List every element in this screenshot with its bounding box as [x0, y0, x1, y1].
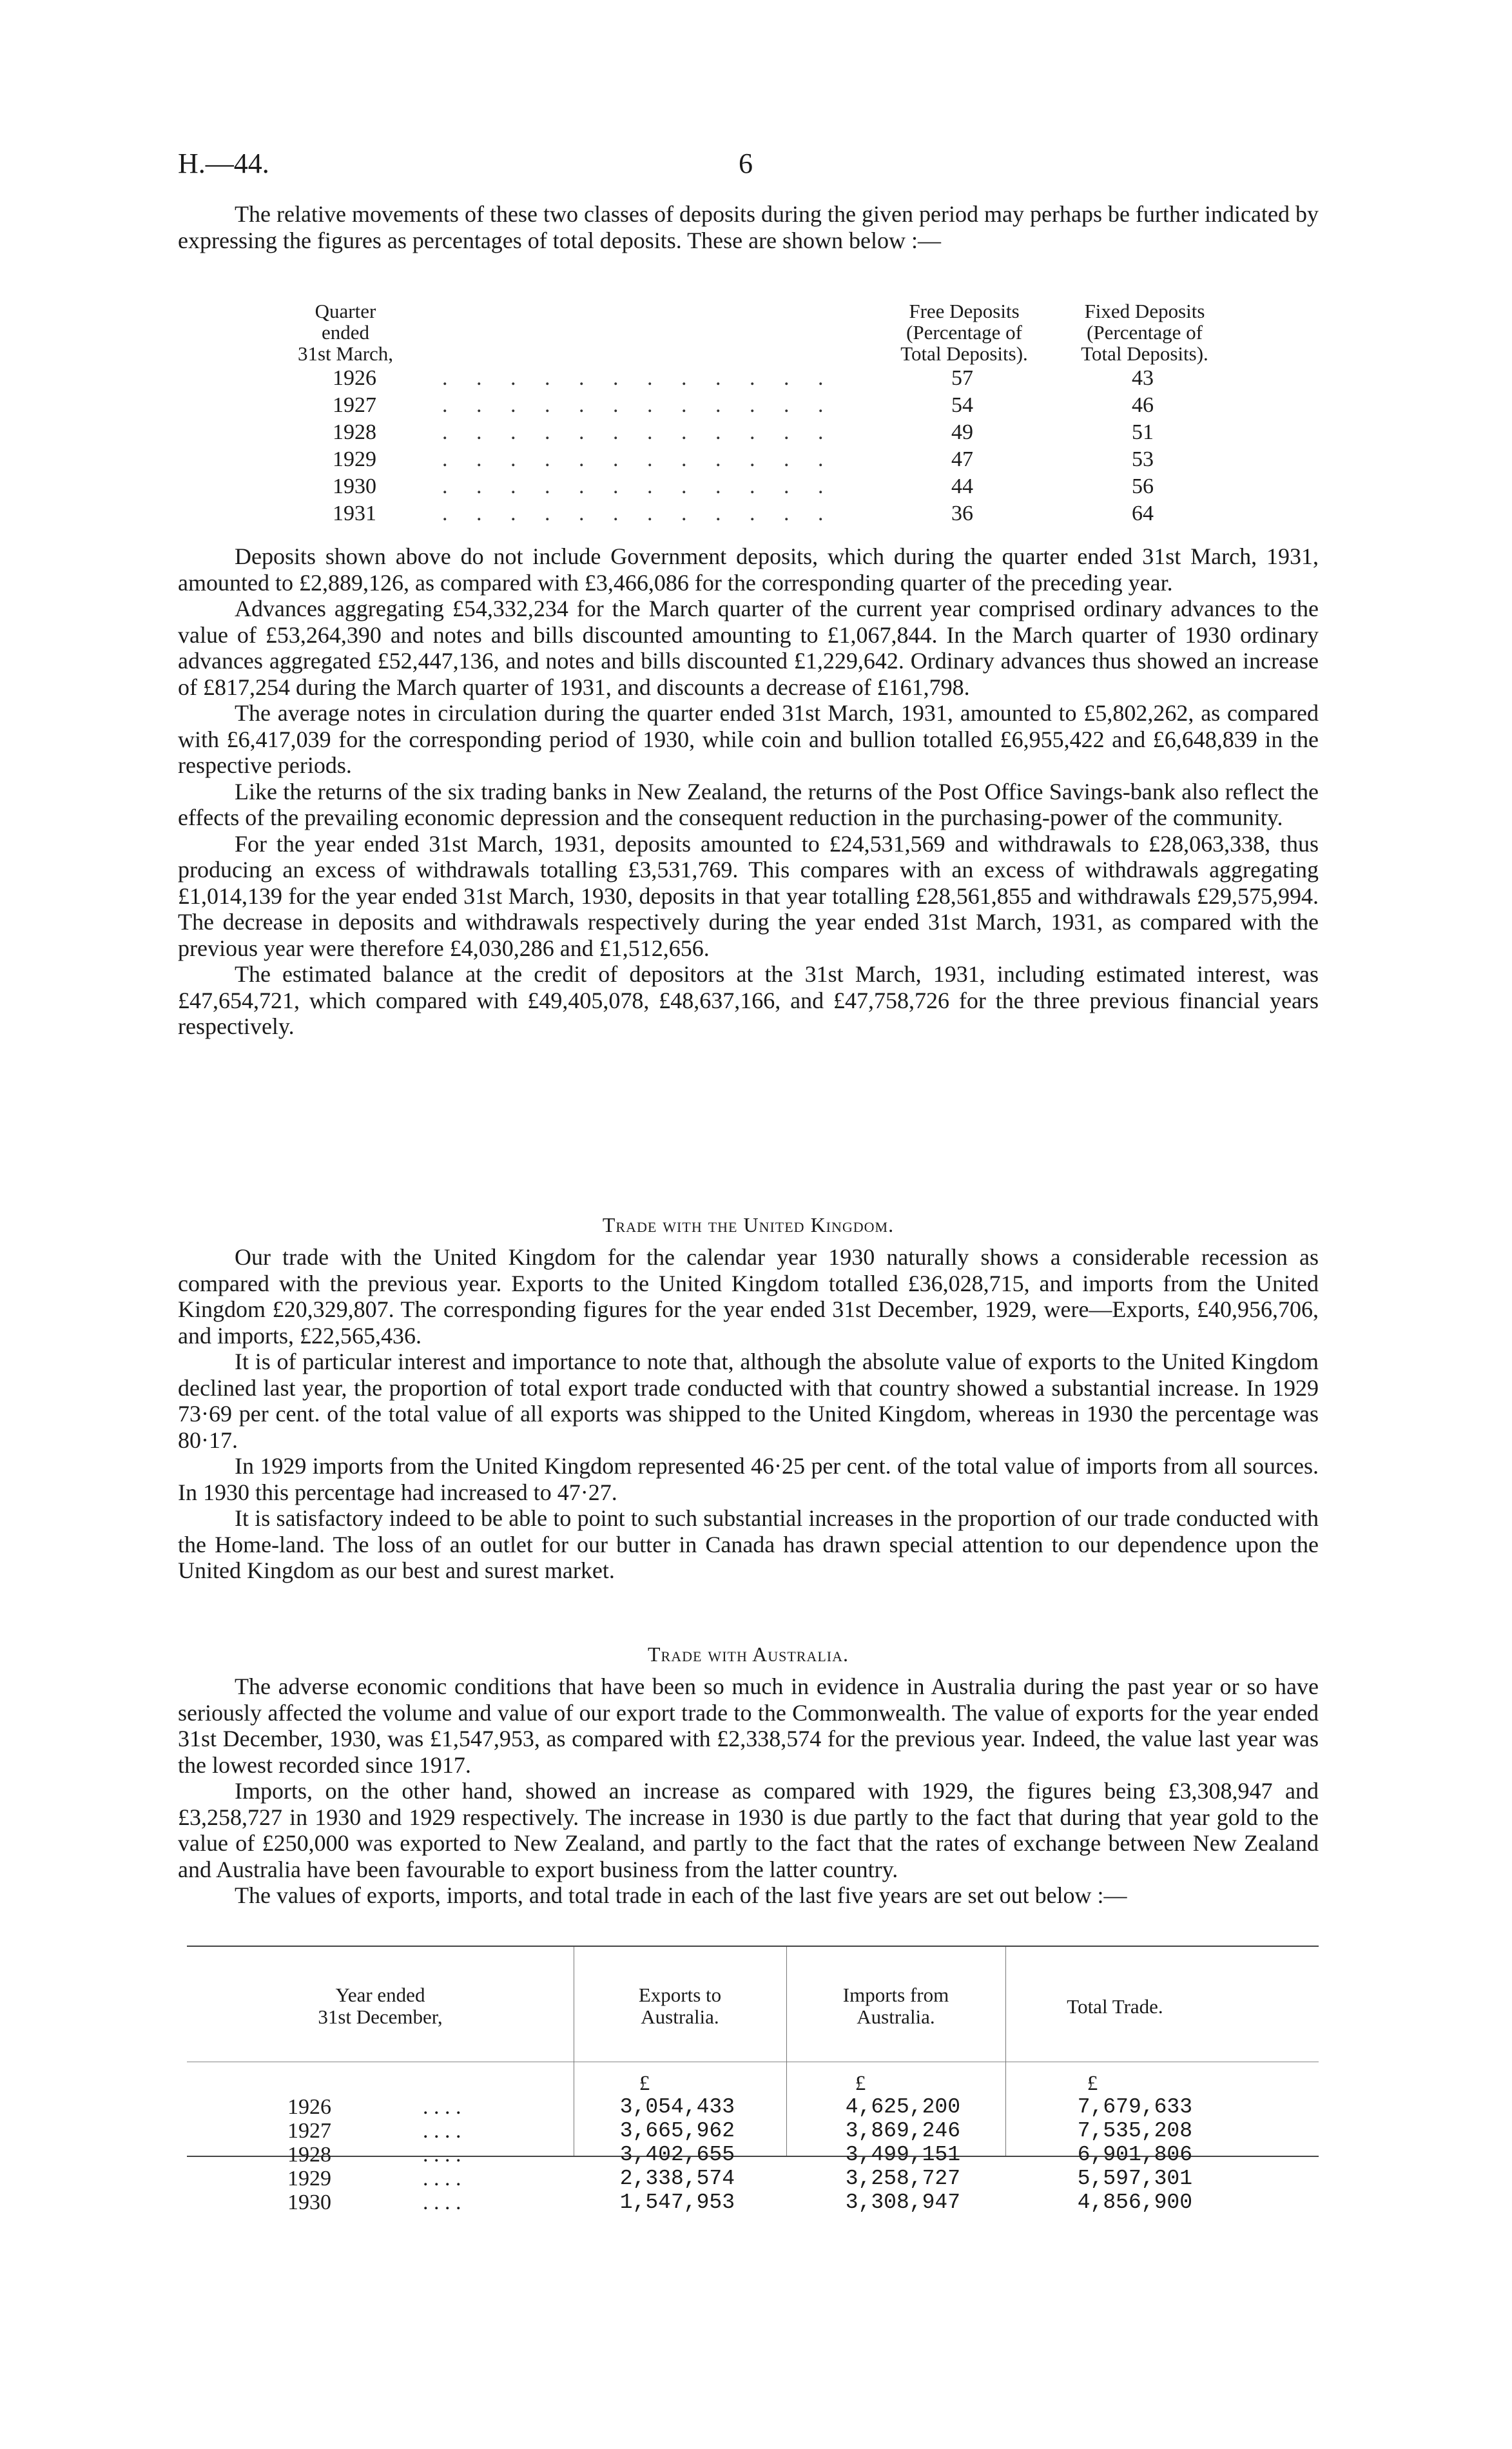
- currency-symbol: £: [639, 2072, 650, 2095]
- header-year: [264, 1984, 496, 2028]
- leader-dots: . . . .: [423, 2190, 461, 2214]
- row-exports: 3,402,655: [619, 2143, 735, 2167]
- row-fixed-pct: 43: [1132, 366, 1154, 390]
- col-free-header-line-2: (Percentage of: [906, 321, 1022, 344]
- row-exports: 2,338,574: [619, 2167, 735, 2190]
- table-row: [287, 502, 1319, 529]
- row-year: 1928: [287, 2143, 331, 2167]
- col-quarter-header: [287, 300, 403, 364]
- header-imports-line-1: Imports from: [842, 1984, 949, 2006]
- table-row: [287, 420, 1319, 447]
- section-heading-uk-text: Trade with the United Kingdom.: [602, 1213, 895, 1236]
- row-fixed-pct: 46: [1132, 393, 1154, 417]
- row-imports: 3,258,727: [845, 2167, 960, 2190]
- row-year: 1927: [333, 393, 376, 417]
- row-year: 1926: [287, 2095, 331, 2119]
- leader-dots: . . . .: [423, 2095, 461, 2119]
- col-fixed-header-line-3: Total Deposits).: [1081, 342, 1208, 365]
- table-top-rule: [187, 1946, 1319, 1947]
- australia-trade-section: [178, 1673, 1319, 1909]
- row-year: 1930: [333, 474, 376, 498]
- row-year: 1929: [287, 2167, 331, 2190]
- row-exports: 1,547,953: [619, 2190, 735, 2214]
- row-imports: 3,499,151: [845, 2143, 960, 2167]
- leader-dots: . . . .: [423, 2167, 461, 2190]
- page-number: 6: [739, 148, 753, 179]
- currency-symbol: £: [855, 2072, 866, 2095]
- header-imports: [799, 1984, 993, 2028]
- row-total: 4,856,900: [1077, 2190, 1192, 2214]
- row-year: 1928: [333, 420, 376, 444]
- header-exports: [586, 1984, 773, 2028]
- leader-dots: . . . .: [423, 2143, 461, 2167]
- intro-paragraph: The relative movements of these two classes of deposits during the given period may perhaps be further indicated by expressing the figures as percentages of total deposits. These are shown below :—: [178, 201, 1319, 253]
- header-year-line-1: Year ended: [335, 1984, 425, 2006]
- row-year: 1929: [333, 447, 376, 471]
- table-row: [287, 447, 1319, 474]
- row-imports: 4,625,200: [845, 2095, 960, 2119]
- section-heading-australia-text: Trade with Australia.: [648, 1643, 849, 1666]
- paragraph: The average notes in circulation during the quarter ended 31st March, 1931, amounted to £5,802,262, as compared with £6,417,039 for the corresponding period of 1930, while coin and bullion totalled £6,955,422 and £6,648,839 in the respective periods.: [178, 700, 1319, 778]
- leader-dots: . . . . . . . . . . . .: [442, 366, 835, 390]
- intro-block: [178, 201, 1319, 253]
- paragraph: Our trade with the United Kingdom for the calendar year 1930 naturally shows a considerable recession as compared with the previous year. Exports to the United Kingdom totalled £36,028,715, and imports from the United Kingdom £20,329,807. The corresponding figures for the year ended 31st December, 1929, were—Exports, £40,956,706, and imports, £22,565,436.: [178, 1244, 1319, 1349]
- paragraph: It is of particular interest and importance to note that, although the absolute value of exports to the United Kingdom declined last year, the proportion of total export trade conducted with that country showed a substantial increase. In 1929 73·69 per cent. of the total value of all exports was shipped to the United Kingdom, whereas in 1930 the percentage was 80·17.: [178, 1349, 1319, 1453]
- section-heading-uk: [178, 1213, 1319, 1237]
- row-total: 7,679,633: [1077, 2095, 1192, 2119]
- paragraph: In 1929 imports from the United Kingdom represented 46·25 per cent. of the total value of imports from all sources. In 1930 this percentage had increased to 47·27.: [178, 1453, 1319, 1505]
- col-free-header-line-3: Total Deposits).: [900, 342, 1028, 365]
- table-row: [287, 393, 1319, 420]
- col-fixed-header-line-1: Fixed Deposits: [1084, 300, 1205, 322]
- row-fixed-pct: 64: [1132, 502, 1154, 525]
- row-free-pct: 49: [951, 420, 973, 444]
- row-imports: 3,308,947: [845, 2190, 960, 2214]
- table-row: [287, 474, 1319, 502]
- row-year: 1926: [333, 366, 376, 390]
- section-heading-australia: [178, 1643, 1319, 1666]
- header-year-line-2: 31st December,: [318, 2005, 443, 2028]
- col-free-header-line-1: Free Deposits: [909, 300, 1020, 322]
- row-free-pct: 47: [951, 447, 973, 471]
- leader-dots: . . . . . . . . . . . .: [442, 502, 835, 525]
- row-year: 1930: [287, 2190, 331, 2214]
- paragraph: The values of exports, imports, and total trade in each of the last five years are set out below :—: [235, 1882, 1127, 1908]
- row-fixed-pct: 51: [1132, 420, 1154, 444]
- col-quarter-header-line-2: ended: [321, 321, 370, 344]
- row-total: 7,535,208: [1077, 2119, 1192, 2143]
- australia-trade-table: [187, 1946, 1319, 2214]
- row-free-pct: 44: [951, 474, 973, 498]
- savings-section: [178, 543, 1319, 1040]
- paragraph: The estimated balance at the credit of depositors at the 31st March, 1931, including estimated interest, was £47,654,721, which compared with £49,405,078, £48,637,166, and £47,758,726 for the three previous financial years respectively.: [178, 961, 1319, 1039]
- leader-dots: . . . . . . . . . . . .: [442, 447, 835, 471]
- row-year: 1927: [287, 2119, 331, 2143]
- page-header: [178, 147, 1332, 186]
- leader-dots: . . . . . . . . . . . .: [442, 474, 835, 498]
- row-free-pct: 36: [951, 502, 973, 525]
- uk-trade-section: [178, 1244, 1319, 1584]
- col-fixed-header-line-2: (Percentage of: [1087, 321, 1203, 344]
- deposit-percentage-table: [287, 300, 1319, 532]
- col-free-header: [880, 300, 1048, 364]
- leader-dots: . . . .: [423, 2119, 461, 2143]
- row-fixed-pct: 56: [1132, 474, 1154, 498]
- header-imports-line-2: Australia.: [857, 2005, 935, 2028]
- header-total: [1018, 1996, 1212, 2018]
- table-row: [287, 366, 1319, 393]
- row-exports: 3,054,433: [619, 2095, 735, 2119]
- row-year: 1931: [333, 502, 376, 525]
- paragraph: It is satisfactory indeed to be able to point to such substantial increases in the proportion of our trade conducted with the Home-land. The loss of an outlet for our butter in Canada has drawn special attention to our dependence upon the United Kingdom as our best and surest market.: [178, 1505, 1319, 1583]
- paragraph: Advances aggregating £54,332,234 for the March quarter of the current year comprised ordinary advances to the value of £53,264,390 and notes and bills discounted amounting to £1,067,844. In the March quarter of 1930 ordinary advances aggregated £52,447,136, and notes and bills discounted £1,229,642. Ordinary advances thus showed an increase of £817,254 during the March quarter of 1931, and discounts a decrease of £161,798.: [178, 596, 1319, 700]
- paragraph: Imports, on the other hand, showed an increase as compared with 1929, the figures being £3,308,947 and £3,258,727 in 1930 and 1929 respectively. The increase in 1930 is due partly to the fact that during that year gold to the value of £250,000 was exported to New Zealand, and partly to the fact that the rates of exchange between New Zealand and Australia have been favourable to export business from the latter country.: [178, 1778, 1319, 1882]
- header-exports-line-2: Australia.: [641, 2005, 719, 2028]
- header-total-text: Total Trade.: [1067, 1995, 1163, 2018]
- paragraph: The adverse economic conditions that have been so much in evidence in Australia during the past year or so have seriously affected the volume and value of our export trade to the Commonwealth. The value of exports for the year ended 31st December, 1930, was £1,547,953, as compared with £2,338,574 for the previous year. Indeed, the value last year was the lowest recorded since 1917.: [178, 1673, 1319, 1778]
- col-quarter-header-line-3: 31st March,: [297, 342, 394, 365]
- paragraph: For the year ended 31st March, 1931, deposits amounted to £24,531,569 and withdrawals to £28,063,338, thus producing an excess of withdrawals totalling £3,531,769. This compares with an excess of withdrawals aggregating £1,014,139 for the year ended 31st March, 1930, deposits in that year totalling £28,561,855 and withdrawals £29,575,994. The decrease in deposits and withdrawals respectively during the year ended 31st March, 1931, as compared with the previous year were therefore £4,030,286 and £1,512,656.: [178, 830, 1319, 961]
- document-reference: H.—44.: [178, 148, 269, 179]
- col-fixed-header: [1061, 300, 1228, 364]
- currency-symbol: £: [1087, 2072, 1098, 2095]
- row-total: 5,597,301: [1077, 2167, 1192, 2190]
- row-imports: 3,869,246: [845, 2119, 960, 2143]
- paragraph: Deposits shown above do not include Government deposits, which during the quarter ended 31st March, 1931, amounted to £2,889,126, as compared with £3,466,086 for the corresponding quarter of the preceding year.: [178, 543, 1319, 596]
- leader-dots: . . . . . . . . . . . .: [442, 393, 835, 417]
- paragraph: Like the returns of the six trading banks in New Zealand, the returns of the Post Office Savings-bank also reflect the effects of the prevailing economic depression and the consequent reduction in the purchasing-power of the community.: [178, 778, 1319, 830]
- row-free-pct: 57: [951, 366, 973, 390]
- row-exports: 3,665,962: [619, 2119, 735, 2143]
- row-free-pct: 54: [951, 393, 973, 417]
- header-exports-line-1: Exports to: [638, 1984, 722, 2006]
- row-total: 6,901,806: [1077, 2143, 1192, 2167]
- col-quarter-header-line-1: Quarter: [315, 300, 376, 322]
- row-fixed-pct: 53: [1132, 447, 1154, 471]
- leader-dots: . . . . . . . . . . . .: [442, 420, 835, 444]
